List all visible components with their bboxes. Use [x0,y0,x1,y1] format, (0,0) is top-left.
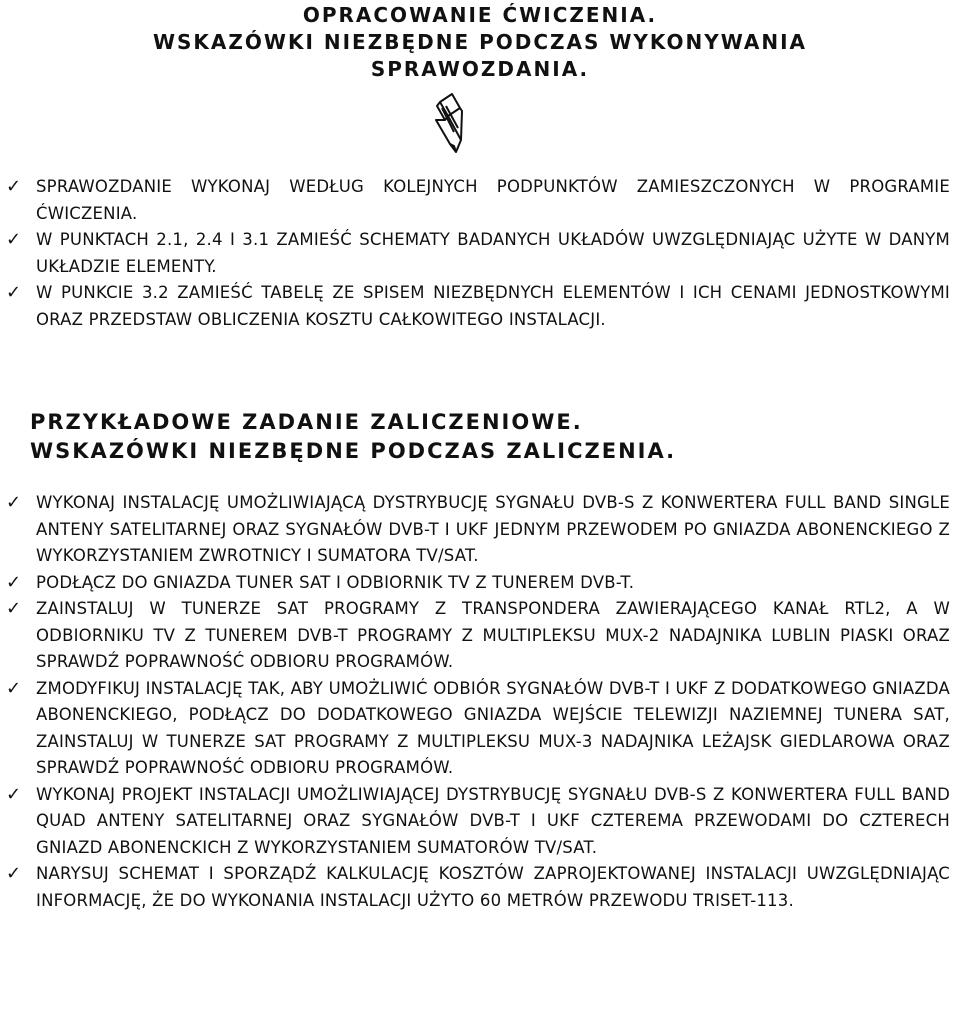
list-item [6,570,950,597]
section1-title [0,2,960,83]
title-line: SPRAWOZDANIA. [370,57,590,81]
list-item [6,174,950,227]
section2-title [30,408,930,466]
pencil-icon [432,88,466,156]
title-line: PRZYKŁADOWE ZADANIE ZALICZENIOWE. [30,410,583,434]
list-item [6,676,950,782]
list-item-text: SPRAWOZDANIE WYKONAJ WEDŁUG KOLEJNYCH PODPUNKTÓW ZAMIESZCZONYCH W PROGRAMIE ĆWICZENIA. [36,177,950,223]
checkmark-icon: ✓ [6,176,22,197]
checkmark-icon: ✓ [6,571,22,593]
list-item-text: PODŁĄCZ DO GNIAZDA TUNER SAT I ODBIORNIK TV Z TUNEREM DVB-T. [36,572,635,592]
exercise-guidelines-list [6,174,950,333]
title-line: WSKAZÓWKI NIEZBĘDNE PODCZAS ZALICZENIA. [30,439,677,463]
checkmark-icon: ✓ [6,229,22,250]
list-item-text: W PUNKTACH 2.1, 2.4 I 3.1 ZAMIEŚĆ SCHEMATY BADANYCH UKŁADÓW UWZGLĘDNIAJĄC UŻYTE W DANYM UKŁADZIE ELEMENTY. [36,230,950,276]
checkmark-icon: ✓ [6,677,22,699]
list-item [6,280,950,333]
list-item-text: ZMODYFIKUJ INSTALACJĘ TAK, ABY UMOŻLIWIĆ ODBIÓR SYGNAŁÓW DVB-T I UKF Z DODATKOWEGO GNIAZDA ABONENCKIEGO, PODŁĄCZ DO DODATKOWEGO GNIAZDA WEJŚCIE TELEWIZJI NAZIEMNEJ TUNERA SAT, ZAINSTALUJ W TUNERZE SAT PROGRAMY Z MULTIPLEKSU MUX-3 NADAJNIKA LEŻAJSK GIEDLAROWA ORAZ SPRAWDŹ POPRAWNOŚĆ ODBIORU PROGRAMÓW. [36,678,950,777]
checkmark-icon: ✓ [6,492,22,513]
list-item [6,596,950,676]
checkmark-icon: ✓ [6,598,22,619]
title-line: WSKAZÓWKI NIEZBĘDNE PODCZAS WYKONYWANIA [152,30,808,54]
list-item-text: NARYSUJ SCHEMAT I SPORZĄDŹ KALKULACJĘ KOSZTÓW ZAPROJEKTOWANEJ INSTALACJI UWZGLĘDNIAJĄC INFORMACJĘ, ŻE DO WYKONANIA INSTALACJI UŻYTO 60 METRÓW PRZEWODU TRISET-113. [36,864,950,910]
list-item-text: ZAINSTALUJ W TUNERZE SAT PROGRAMY Z TRANSPONDERA ZAWIERAJĄCEGO KANAŁ RTL2, A W ODBIORNIKU TV Z TUNEREM DVB-T PROGRAMY Z MULTIPLEKSU MUX-2 NADAJNIKA LUBLIN PIASKI ORAZ SPRAWDŹ POPRAWNOŚĆ ODBIORU PROGRAMÓW. [36,599,950,671]
list-item [6,861,950,914]
checkmark-icon: ✓ [6,783,22,805]
list-item [6,227,950,280]
list-item [6,490,950,570]
list-item-text: WYKONAJ PROJEKT INSTALACJI UMOŻLIWIAJĄCEJ DYSTRYBUCJĘ SYGNAŁU DVB-S Z KONWERTERA FULL BAND QUAD ANTENY SATELITARNEJ ORAZ SYGNAŁÓW DVB-T I UKF CZTEREMA PRZEWODAMI DO CZTERECH GNIAZD ABONENCKICH Z WYKORZYSTANIEM SUMATORÓW TV/SAT. [36,784,950,857]
title-line: OPRACOWANIE ĆWICZENIA. [302,3,658,27]
checkmark-icon: ✓ [6,863,22,884]
list-item-text: WYKONAJ INSTALACJĘ UMOŻLIWIAJĄCĄ DYSTRYBUCJĘ SYGNAŁU DVB-S Z KONWERTERA FULL BAND SINGLE ANTENY SATELITARNEJ ORAZ SYGNAŁÓW DVB-T I UKF JEDNYM PRZEWODEM PO GNIAZDA ABONENCKIEGO Z WYKORZYSTANIEM ZWROTNICY I SUMATORA TV/SAT. [36,493,950,565]
assessment-task-list [6,490,950,914]
list-item-text: W PUNKCIE 3.2 ZAMIEŚĆ TABELĘ ZE SPISEM NIEZBĘDNYCH ELEMENTÓW I ICH CENAMI JEDNOSTKOWYMI ORAZ PRZEDSTAW OBLICZENIA KOSZTU CAŁKOWITEGO INSTALACJI. [36,283,950,329]
checkmark-icon: ✓ [6,282,22,303]
list-item [6,782,950,862]
